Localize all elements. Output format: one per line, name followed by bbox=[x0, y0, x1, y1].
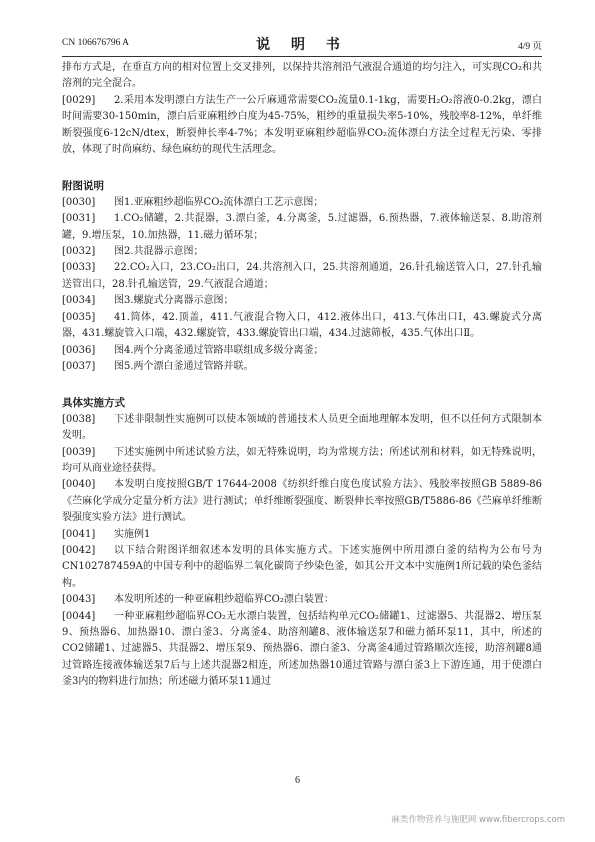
paragraph-text: 以下结合附图详细叙述本发明的具体实施方式。下述实施例中所用漂白釜的结构为公布号为CN102787459A的中国专利中的超临界二氧化碳筒子纱染色釜，如其公开文本中实施例1所记载的染色釜结构。 bbox=[62, 544, 542, 589]
section-spacer bbox=[62, 375, 542, 395]
paragraph-number: [0032] bbox=[62, 246, 96, 258]
paragraph-number: [0041] bbox=[62, 528, 96, 540]
numbered-paragraph bbox=[62, 412, 542, 445]
paragraph-number: [0043] bbox=[62, 594, 96, 606]
numbered-paragraph bbox=[62, 310, 542, 343]
numbered-paragraph bbox=[62, 343, 542, 359]
numbered-paragraph bbox=[62, 195, 542, 211]
paragraph-number: [0035] bbox=[62, 311, 96, 323]
section-heading: 具体实施方式 bbox=[62, 397, 125, 410]
section-spacer bbox=[62, 158, 542, 178]
numbered-paragraph bbox=[62, 293, 542, 309]
paragraph-text: 一种亚麻粗纱超临界CO₂无水漂白装置，包括结构单元CO₂储罐1、过滤器5、共混器2、增压泵9、预热器6、加热器10、漂白釜3、分离釜4、助溶剂罐8、液体输送泵7和磁力循环泵11，其中，所述的CO2储罐1、过滤器5、共混器2、增压泵9、预热器6、漂白釜3、分离釜4通过管路顺次连接，助溶剂罐8通过管路连接液体输送泵7后与上述共混器2相连，所述加热器10通过管路与漂白釜3上下游连通，用于使漂白釜3内的物料进行加热；所述磁力循环泵11通过 bbox=[62, 610, 542, 688]
paragraph-number: [0034] bbox=[62, 295, 96, 307]
document-body bbox=[62, 60, 542, 691]
paragraph-text: 2.采用本发明漂白方法生产一公斤麻通常需要CO₂流量0.1-1kg，需要H₂O₂溶液0-0.2kg，漂白时间需要30-150min，漂白后亚麻粗纱白度为45-75%，粗纱的重量损失率5-10%，残胶率8-12%，单纤维断裂强度6-12cN/dtex，断裂伸长率4-7%；本发明亚麻粗纱超临界CO₂流体漂白方法全过程无污染、零排放，体现了时尚麻纺、绿色麻纺的现代生活理念。 bbox=[62, 94, 542, 156]
paragraph-number: [0037] bbox=[62, 360, 96, 372]
paragraph-number: [0042] bbox=[62, 544, 96, 556]
paragraph-text: 图3.螺旋式分离器示意图； bbox=[114, 295, 234, 307]
numbered-paragraph bbox=[62, 93, 542, 159]
paragraph-text: 实施例1 bbox=[114, 528, 151, 540]
numbered-paragraph bbox=[62, 609, 542, 691]
paragraph-number: [0039] bbox=[62, 446, 96, 458]
numbered-paragraph bbox=[62, 543, 542, 592]
paragraph-text: 图2.共混器示意图； bbox=[114, 246, 204, 258]
paragraph-text: 本发明所述的一种亚麻粗纱超临界CO₂漂白装置： bbox=[114, 594, 334, 606]
paragraph-text: 本发明白度按照GB/T 17644-2008《纺织纤维白度色度试验方法》、残胶率按照GB 5889-86《苎麻化学成分定量分析方法》进行测试；单纤维断裂强度、断裂伸长率按照GB/T5886-86《苎麻单纤维断裂强度实验方法》进行测试。 bbox=[62, 479, 542, 524]
section-heading: 附图说明 bbox=[62, 180, 104, 193]
header-rule bbox=[62, 56, 542, 57]
watermark: 麻类作物营养与施肥网 www.fibercrops.com bbox=[391, 815, 565, 825]
patent-number: CN 106676796 A bbox=[62, 38, 130, 48]
paragraph-text: 22.CO₂入口，23.CO₂出口，24.共溶剂入口，25.共溶剂通道，26.针孔输送管入口，27.针孔输送管出口，28.针孔输送管，29.气液混合通道； bbox=[62, 262, 542, 290]
numbered-paragraph bbox=[62, 359, 542, 375]
document-title: 说 明 书 bbox=[256, 37, 348, 53]
numbered-paragraph bbox=[62, 445, 542, 478]
paragraph-number: [0031] bbox=[62, 213, 96, 225]
continued-paragraph: 排布方式是，在垂直方向的相对位置上交叉排列，以保持共溶剂沿气液混合通道的均匀注入，可实现CO₂和共溶剂的完全混合。 bbox=[62, 62, 542, 90]
paragraph-number: [0044] bbox=[62, 610, 96, 622]
numbered-paragraph bbox=[62, 211, 542, 244]
numbered-paragraph bbox=[62, 592, 542, 608]
paragraph-text: 图1.亚麻粗纱超临界CO₂流体漂白工艺示意图； bbox=[114, 196, 324, 208]
page-header bbox=[62, 34, 542, 52]
paragraph-text: 下述实施例中所述试验方法，如无特殊说明，均为常规方法；所述试剂和材料，如无特殊说明，均可从商业途径获得。 bbox=[62, 446, 542, 474]
numbered-paragraph bbox=[62, 244, 542, 260]
paragraph-number: [0038] bbox=[62, 413, 96, 425]
paragraph-text: 1.CO₂储罐，2.共混器，3.漂白釜，4.分离釜，5.过滤器，6.预热器，7.液体输送泵、8.助溶剂罐，9.增压泵，10.加热器，11.磁力循环泵； bbox=[62, 213, 542, 241]
page-number: 6 bbox=[295, 775, 300, 786]
numbered-paragraph bbox=[62, 260, 542, 293]
paragraph-number: [0029] bbox=[62, 94, 96, 106]
paragraph-number: [0036] bbox=[62, 344, 96, 356]
numbered-paragraph bbox=[62, 477, 542, 526]
paragraph-text: 41.筒体，42.顶盖，411.气液混合物入口，412.液体出口，413.气体出口Ⅰ，43.螺旋式分离器，431.螺旋管入口端，432.螺旋管，433.螺旋管出口端，434.过滤筛板，435.气体出口Ⅱ。 bbox=[62, 311, 542, 340]
paragraph-number: [0030] bbox=[62, 196, 96, 208]
paragraph-text: 图4.两个分离釜通过管路串联组成多级分离釜； bbox=[114, 344, 324, 356]
page-indicator: 4/9 页 bbox=[517, 42, 542, 52]
paragraph-text: 下述非限制性实施例可以使本领域的普通技术人员更全面地理解本发明，但不以任何方式限制本发明。 bbox=[62, 413, 542, 442]
paragraph-number: [0033] bbox=[62, 262, 96, 274]
paragraph-text: 图5.两个漂白釜通过管路并联。 bbox=[114, 360, 254, 372]
numbered-paragraph bbox=[62, 527, 542, 543]
paragraph-number: [0040] bbox=[62, 479, 96, 491]
